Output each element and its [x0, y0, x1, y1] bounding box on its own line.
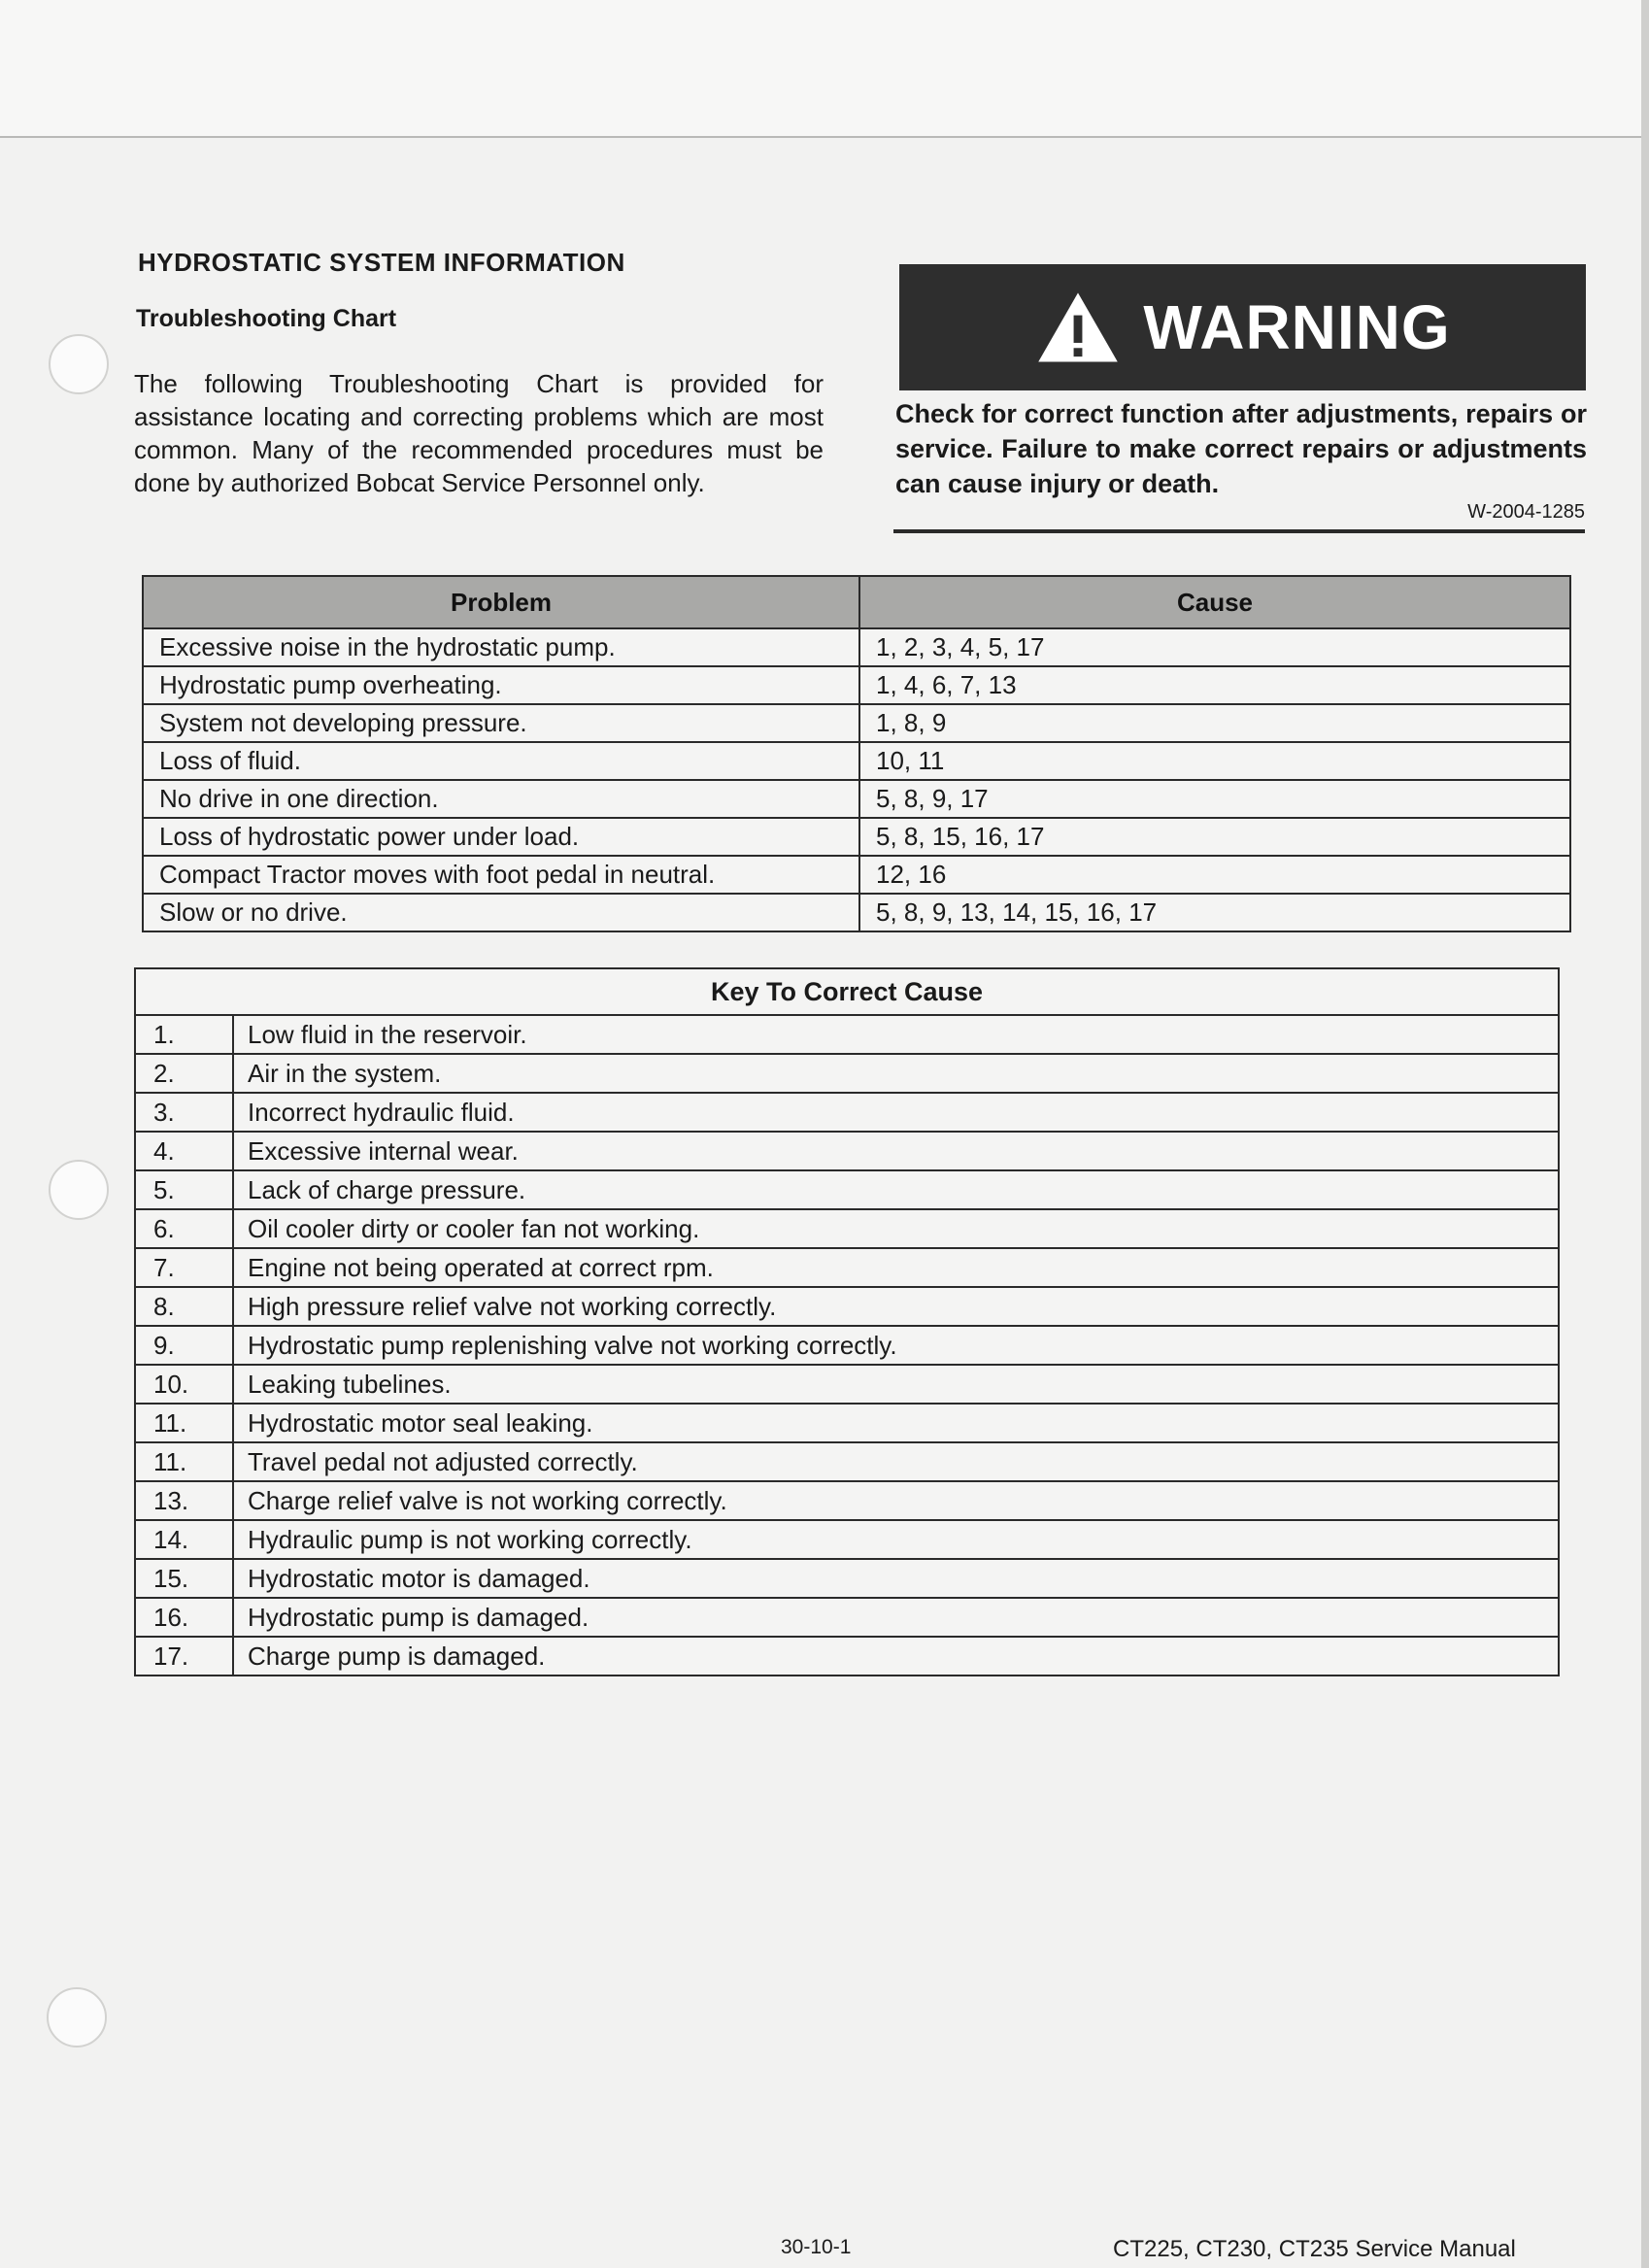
- table-row: [135, 1637, 1559, 1676]
- warning-text: Check for correct function after adjustments, repairs or service. Failure to make correct repairs or adjustments can cause injury or death.: [895, 399, 1587, 498]
- page-edge-shadow: [1641, 0, 1649, 2268]
- cause-description: Leaking tubelines.: [233, 1365, 1559, 1404]
- table-row: [135, 1520, 1559, 1559]
- problem-cause-table: [142, 575, 1571, 932]
- cause-cell: 1, 4, 6, 7, 13: [859, 666, 1570, 704]
- cause-number: 14.: [135, 1520, 233, 1559]
- cause-number: 8.: [135, 1287, 233, 1326]
- warning-title: WARNING: [1143, 292, 1451, 362]
- cause-number: 16.: [135, 1598, 233, 1637]
- problem-cell: Compact Tractor moves with foot pedal in neutral.: [143, 856, 859, 894]
- cause-description: Engine not being operated at correct rpm.: [233, 1248, 1559, 1287]
- cause-number: 10.: [135, 1365, 233, 1404]
- key-header-row: [135, 968, 1559, 1015]
- chart-subtitle: Troubleshooting Chart: [136, 305, 397, 332]
- cause-description: Incorrect hydraulic fluid.: [233, 1093, 1559, 1132]
- cause-description: Air in the system.: [233, 1054, 1559, 1093]
- cause-description: High pressure relief valve not working correctly.: [233, 1287, 1559, 1326]
- previous-page-edge: [0, 0, 1649, 138]
- cause-cell: 12, 16: [859, 856, 1570, 894]
- problem-cell: No drive in one direction.: [143, 780, 859, 818]
- table-row: [135, 1170, 1559, 1209]
- table-row: [135, 1209, 1559, 1248]
- table-row: [135, 1559, 1559, 1598]
- table-row: [135, 1054, 1559, 1093]
- cause-description: Hydraulic pump is not working correctly.: [233, 1520, 1559, 1559]
- table-row: [143, 704, 1570, 742]
- cause-number: 11.: [135, 1404, 233, 1442]
- cause-number: 7.: [135, 1248, 233, 1287]
- cause-description: Hydrostatic pump replenishing valve not working correctly.: [233, 1326, 1559, 1365]
- cause-number: 15.: [135, 1559, 233, 1598]
- table-row: [135, 1442, 1559, 1481]
- cause-description: Charge pump is damaged.: [233, 1637, 1559, 1676]
- cause-description: Oil cooler dirty or cooler fan not working.: [233, 1209, 1559, 1248]
- table-row: [135, 1287, 1559, 1326]
- warning-code: W-2004-1285: [1467, 501, 1585, 523]
- table-row: [143, 742, 1570, 780]
- cause-description: Charge relief valve is not working correctly.: [233, 1481, 1559, 1520]
- cause-description: Low fluid in the reservoir.: [233, 1015, 1559, 1054]
- warning-banner: [899, 264, 1586, 390]
- cause-number: 9.: [135, 1326, 233, 1365]
- table-header-row: [143, 576, 1570, 628]
- cause-number: 5.: [135, 1170, 233, 1209]
- table-row: [135, 1326, 1559, 1365]
- table-row: [135, 1093, 1559, 1132]
- table-row: [143, 628, 1570, 666]
- cause-description: Travel pedal not adjusted correctly.: [233, 1442, 1559, 1481]
- problem-cell: Hydrostatic pump overheating.: [143, 666, 859, 704]
- table-row: [143, 894, 1570, 931]
- cause-number: 6.: [135, 1209, 233, 1248]
- cause-cell: 5, 8, 15, 16, 17: [859, 818, 1570, 856]
- cause-cell: 1, 8, 9: [859, 704, 1570, 742]
- problem-cell: System not developing pressure.: [143, 704, 859, 742]
- cause-cell: 10, 11: [859, 742, 1570, 780]
- key-table-title: Key To Correct Cause: [135, 968, 1559, 1015]
- cause-cell: 5, 8, 9, 13, 14, 15, 16, 17: [859, 894, 1570, 931]
- cause-number: 11.: [135, 1442, 233, 1481]
- table-row: [143, 818, 1570, 856]
- table-row: [135, 1015, 1559, 1054]
- punch-hole-top: [49, 334, 109, 394]
- cause-number: 2.: [135, 1054, 233, 1093]
- cause-description: Hydrostatic motor seal leaking.: [233, 1404, 1559, 1442]
- punch-hole-bottom: [47, 1987, 107, 2048]
- table-row: [135, 1404, 1559, 1442]
- table-row: [143, 666, 1570, 704]
- cause-description: Lack of charge pressure.: [233, 1170, 1559, 1209]
- cause-cell: 1, 2, 3, 4, 5, 17: [859, 628, 1570, 666]
- manual-title: CT225, CT230, CT235 Service Manual: [1113, 2236, 1516, 2262]
- table-row: [135, 1598, 1559, 1637]
- table-row: [135, 1248, 1559, 1287]
- cause-number: 4.: [135, 1132, 233, 1170]
- cause-number: 1.: [135, 1015, 233, 1054]
- warning-triangle-icon: [1034, 289, 1122, 365]
- section-title: HYDROSTATIC SYSTEM INFORMATION: [138, 248, 625, 277]
- problem-cell: Excessive noise in the hydrostatic pump.: [143, 628, 859, 666]
- intro-paragraph: The following Troubleshooting Chart is provided for assistance locating and correcting problems which are most common. Many of the recommended procedures must be done by authorized Bobcat Service Personnel only.: [134, 369, 824, 497]
- cause-number: 13.: [135, 1481, 233, 1520]
- cause-cell: 5, 8, 9, 17: [859, 780, 1570, 818]
- cause-description: Hydrostatic motor is damaged.: [233, 1559, 1559, 1598]
- table-row: [143, 780, 1570, 818]
- cause-description: Hydrostatic pump is damaged.: [233, 1598, 1559, 1637]
- cause-description: Excessive internal wear.: [233, 1132, 1559, 1170]
- table-row: [135, 1365, 1559, 1404]
- page-number: 30-10-1: [781, 2236, 852, 2258]
- table-row: [135, 1481, 1559, 1520]
- cause-number: 3.: [135, 1093, 233, 1132]
- cause-header: Cause: [859, 576, 1570, 628]
- problem-cell: Slow or no drive.: [143, 894, 859, 931]
- problem-cell: Loss of fluid.: [143, 742, 859, 780]
- key-to-cause-table: [134, 967, 1560, 1676]
- table-row: [135, 1132, 1559, 1170]
- problem-cell: Loss of hydrostatic power under load.: [143, 818, 859, 856]
- table-row: [143, 856, 1570, 894]
- warning-divider: [893, 529, 1585, 533]
- cause-number: 17.: [135, 1637, 233, 1676]
- punch-hole-middle: [49, 1160, 109, 1220]
- problem-header: Problem: [143, 576, 859, 628]
